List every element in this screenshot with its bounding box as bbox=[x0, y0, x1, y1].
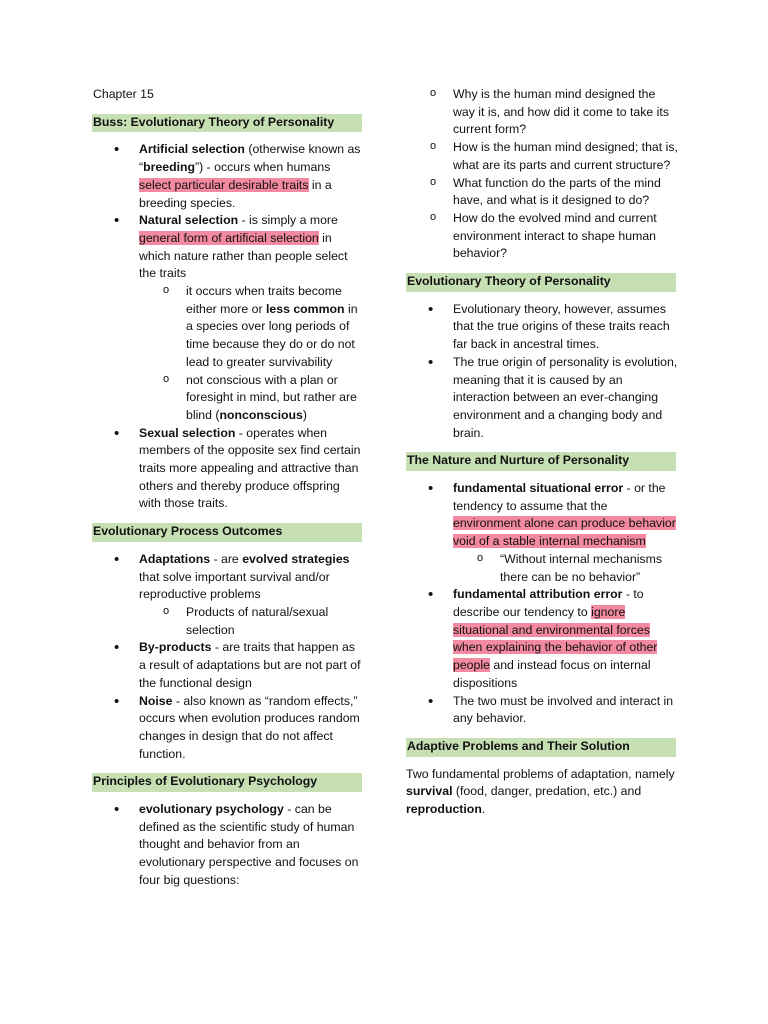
sub-bullet: o Products of natural/sexual selection bbox=[139, 604, 364, 639]
term: evolutionary psychology bbox=[139, 802, 284, 817]
adaptation-paragraph bbox=[406, 766, 678, 819]
question-item: o What function do the parts of the mind have, and what is it designed to do? bbox=[359, 175, 678, 210]
text: - is simply a more bbox=[238, 213, 338, 228]
text: ) bbox=[302, 407, 307, 422]
text: not conscious with a plan or foresight in mind, but rather are blind ( bbox=[186, 372, 357, 422]
left-column bbox=[92, 86, 364, 900]
term: Noise bbox=[139, 693, 173, 708]
text: in a species over long periods of time because they do or do not lead to greater survivability bbox=[186, 301, 358, 369]
sub-list bbox=[139, 604, 364, 639]
sub-bullet bbox=[139, 283, 364, 372]
question-list-wrapper bbox=[359, 86, 678, 263]
bullet-by-products bbox=[92, 639, 364, 692]
term: nonconscious bbox=[219, 407, 303, 422]
chapter-title: Chapter 15 bbox=[93, 87, 154, 101]
question-list bbox=[359, 86, 678, 263]
question-item: o How is the human mind designed; that is, what are its parts and current structure? bbox=[359, 139, 678, 174]
section-heading-nature-nurture: The Nature and Nurture of Personality bbox=[406, 452, 676, 471]
bullet-artificial-selection bbox=[92, 141, 364, 212]
term: Adaptations bbox=[139, 551, 211, 566]
highlight: environment alone can produce behavior void of a stable internal mechanism bbox=[453, 516, 676, 549]
text: in a breeding species. bbox=[139, 177, 332, 210]
section-heading-principles: Principles of Evolutionary Psychology bbox=[92, 773, 362, 792]
text: - can be defined as the scientific study of human thought and behavior from an evolutionary perspective and focuses on four big questions: bbox=[139, 802, 359, 887]
bullet-list bbox=[406, 301, 678, 443]
text: - or the tendency to assume that the bbox=[453, 481, 666, 513]
term: fundamental situational error bbox=[453, 481, 624, 496]
sub-bullet: o “Without internal mechanisms there can be no behavior” bbox=[453, 551, 678, 586]
term: Artificial selection bbox=[139, 142, 245, 157]
bullet-adaptations bbox=[92, 551, 364, 640]
text: - operates when members of the opposite sex find certain traits more appealing and attractive than others and thereby produce offspring with those traits. bbox=[139, 425, 361, 511]
question-item: o Why is the human mind designed the way it is, and how did it come to take its current form? bbox=[359, 86, 678, 139]
question-item: o How do the evolved mind and current environment interact to shape human behavior? bbox=[359, 210, 678, 263]
bullet-natural-selection bbox=[92, 212, 364, 424]
text: (otherwise known as “ bbox=[139, 142, 361, 175]
bullet-attribution-error bbox=[406, 586, 678, 692]
sub-list bbox=[139, 283, 364, 425]
right-column bbox=[406, 86, 678, 819]
bullet-list bbox=[92, 551, 364, 763]
term: survival bbox=[406, 784, 453, 799]
bullet-item: • The true origin of personality is evolution, meaning that it is caused by an interaction between an ever-changing environment and a changing body and brain. bbox=[406, 354, 678, 443]
bullet-sexual-selection bbox=[92, 425, 364, 514]
text: (food, danger, predation, etc.) and bbox=[452, 784, 642, 799]
section-heading-buss: Buss: Evolutionary Theory of Personality bbox=[92, 114, 362, 133]
bullet-evolutionary-psychology bbox=[92, 801, 364, 890]
term: By-products bbox=[139, 640, 212, 655]
text: - to describe our tendency to bbox=[453, 587, 644, 619]
bullet-item: • Evolutionary theory, however, assumes that the true origins of these traits reach far back in ancestral times. bbox=[406, 301, 678, 354]
text: Two fundamental problems of adaptation, namely bbox=[406, 766, 675, 781]
bullet-noise bbox=[92, 693, 364, 764]
term: Natural selection bbox=[139, 213, 239, 228]
term: breeding bbox=[143, 160, 196, 175]
bullet-list bbox=[406, 480, 678, 728]
section-heading-evolutionary-theory: Evolutionary Theory of Personality bbox=[406, 273, 676, 292]
text: that solve important survival and/or reproductive problems bbox=[139, 569, 330, 602]
bullet-item: • The two must be involved and interact in any behavior. bbox=[406, 693, 678, 728]
text: - are bbox=[210, 551, 243, 566]
highlight: ignore situational and environmental forces when explaining the behavior of other people bbox=[453, 604, 658, 673]
term: less common bbox=[265, 301, 345, 316]
term: fundamental attribution error bbox=[453, 587, 623, 602]
section-heading-outcomes: Evolutionary Process Outcomes bbox=[92, 523, 362, 542]
text: - also known as “random effects,” occurs when evolution produces random changes in design that do not affect function. bbox=[139, 693, 360, 761]
highlight: select particular desirable traits bbox=[139, 177, 309, 192]
text: in which nature rather than people select the traits bbox=[139, 230, 348, 281]
text: ”) - occurs when humans bbox=[195, 160, 331, 175]
section-heading-adaptive-problems: Adaptive Problems and Their Solution bbox=[406, 738, 676, 757]
term: reproduction bbox=[406, 802, 482, 817]
text: and instead focus on internal dispositions bbox=[453, 658, 651, 690]
text: it occurs when traits become either more or bbox=[186, 284, 342, 316]
bullet-situational-error bbox=[406, 480, 678, 586]
bullet-list bbox=[92, 801, 364, 890]
term: Sexual selection bbox=[139, 425, 236, 440]
sub-list bbox=[453, 551, 678, 586]
term: evolved strategies bbox=[242, 551, 350, 566]
text: . bbox=[481, 802, 486, 817]
highlight: general form of artificial selection bbox=[139, 230, 319, 245]
bullet-list bbox=[92, 141, 364, 513]
text: - are traits that happen as a result of adaptations but are not part of the functional design bbox=[139, 640, 361, 690]
sub-bullet bbox=[139, 372, 364, 425]
